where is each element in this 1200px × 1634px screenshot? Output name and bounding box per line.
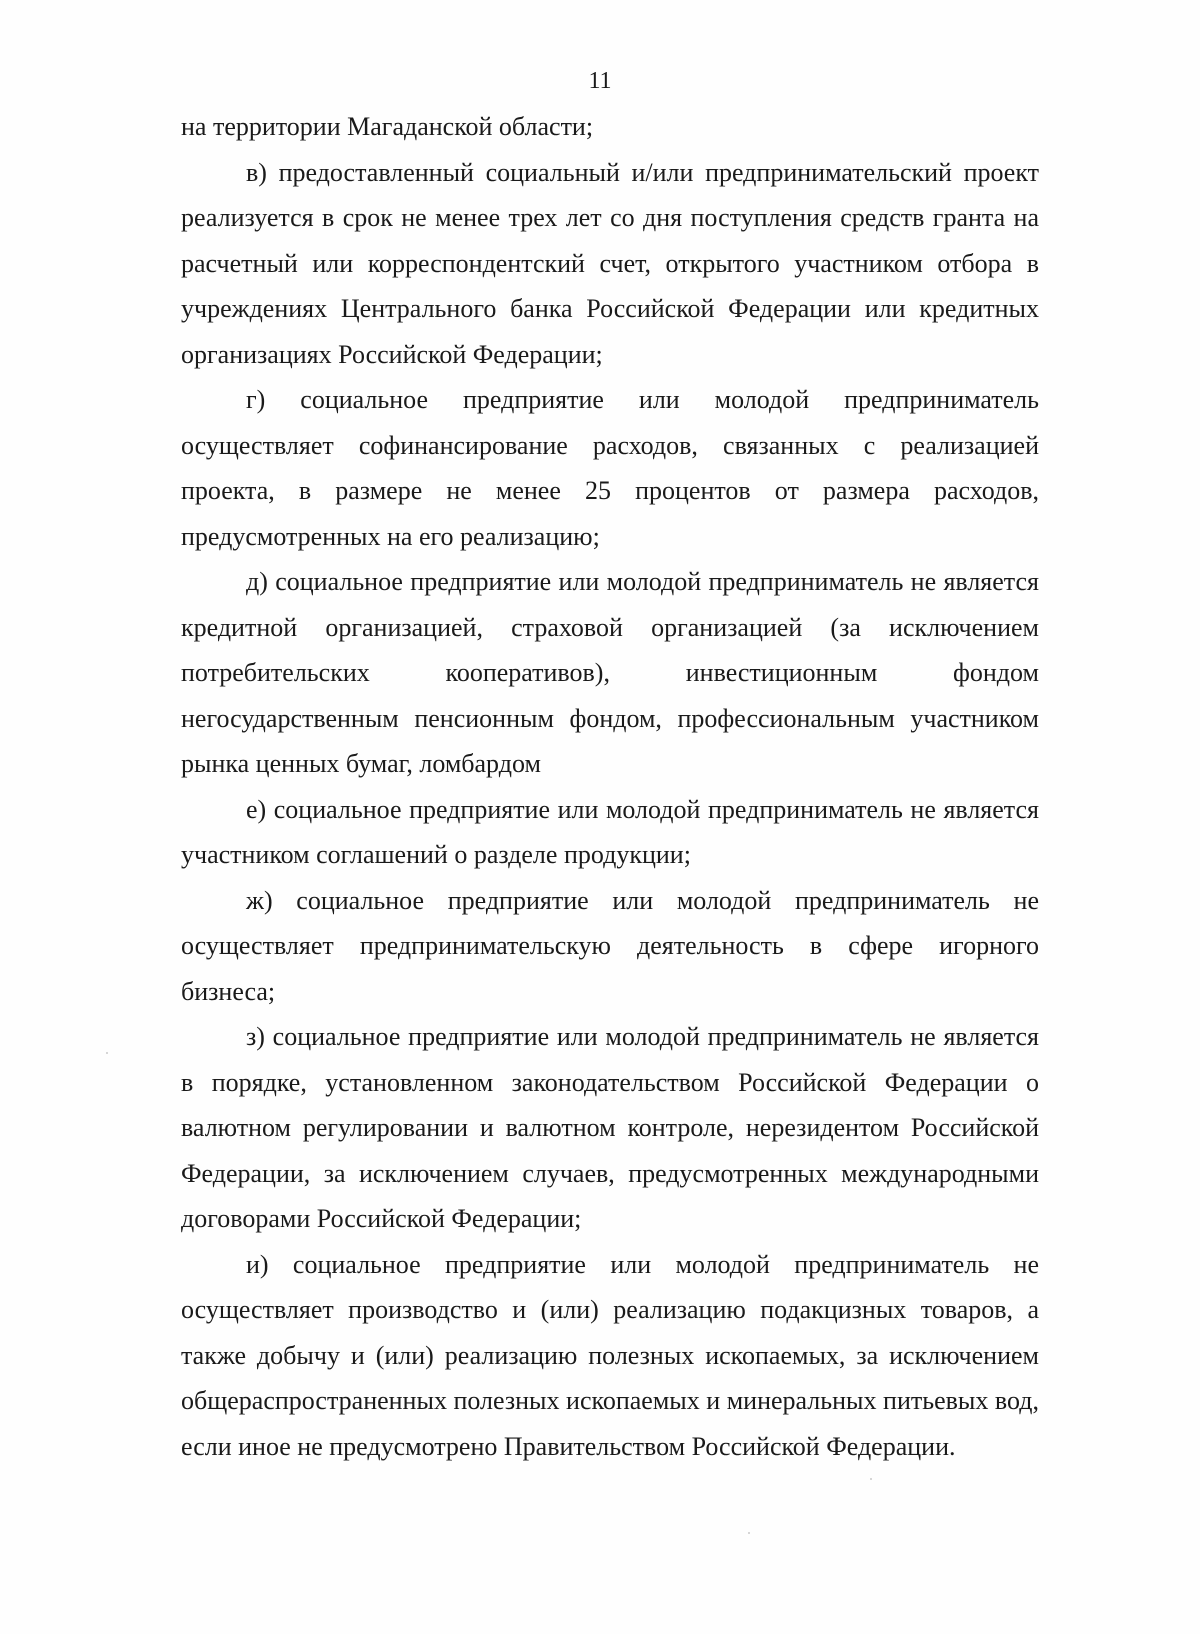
scan-speck [748,1532,750,1534]
paragraph-item-i: и) социальное предприятие или молодой предприниматель не осуществляет производство и (или) реализацию подакцизных товаров, а также добычу и (или) реализацию полезных ископаемых, за исключением общераспространенных полезных ископаемых и минеральных питьевых вод, если иное не предусмотрено Правительством Российской Федерации. [181,1249,1039,1461]
paragraph-item-z: з) социальное предприятие или молодой предприниматель не является в порядке, установленном законодательством Российской Федерации о валютном регулировании и валютном контроле, нерезидентом Российской Федерации, за исключением случаев, предусмотренных международными договорами Российской Федерации; [181,1022,1039,1233]
paragraph-item-zh: ж) социальное предприятие или молодой предприниматель не осуществляет предпринимательскую деятельность в сфере игорного бизнеса; [181,885,1039,1006]
scan-speck [870,1478,872,1480]
paragraph-item-g: г) социальное предприятие или молодой предприниматель осуществляет софинансирование расходов, связанных с реализацией проекта, в размере не менее 25 процентов от размера расходов, предусмотренных на его реализацию; [181,385,1039,551]
document-body [181,104,1039,1469]
scan-speck [106,1052,108,1054]
page-number: 11 [588,68,612,94]
paragraph-item-d: д) социальное предприятие или молодой предприниматель не является кредитной организацией, страховой организацией (за исключением потребительских кооперативов), инвестиционным фондом негосударственным пенсионным фондом, профессиональным участником рынка ценных бумаг, ломбардом [181,567,1039,778]
paragraph-continuation: на территории Магаданской области; [181,112,594,141]
paragraph-item-v: в) предоставленный социальный и/или предпринимательский проект реализуется в срок не менее трех лет со дня поступления средств гранта на расчетный или корреспондентский счет, открытого участником отбора в учреждениях Центрального банка Российской Федерации или кредитных организациях Российской Федерации; [181,157,1039,369]
paragraph-item-e: е) социальное предприятие или молодой предприниматель не является участником соглашений о разделе продукции; [181,794,1039,869]
